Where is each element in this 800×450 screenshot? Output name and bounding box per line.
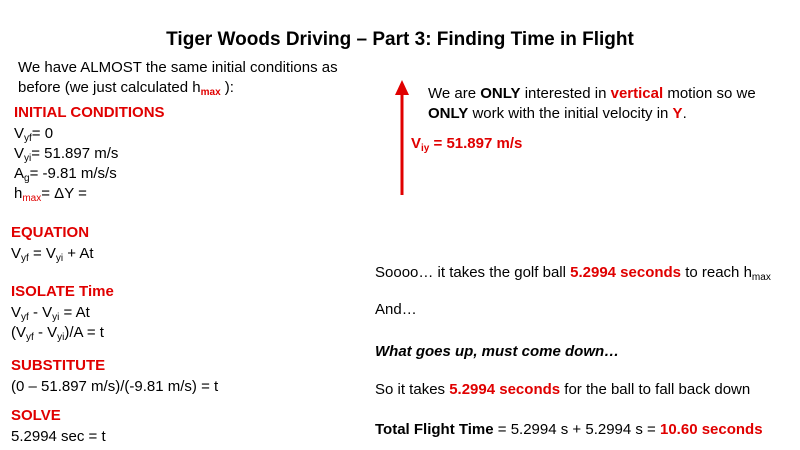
condition-ag: $A_g= -9.81$ m/s/s <box>14 165 117 184</box>
substitute-heading: SUBSTITUTE <box>11 357 106 374</box>
isolate-heading: ISOLATE Time <box>11 283 114 300</box>
slide-title: Tiger Woods Driving – Part 3: Finding Time in Flight <box>166 29 634 50</box>
condition-hmax: $h_{max}= \Delta Y$ = <box>14 185 87 204</box>
intro-line-2: before (we just calculated $h_{max}$ ): <box>18 79 234 98</box>
initial-conditions-heading: INITIAL CONDITIONS <box>14 104 165 121</box>
viy-label: $V_{iy} = 51.897$ m/s <box>411 135 523 154</box>
arrow-head <box>395 80 409 95</box>
solve-heading: SOLVE <box>11 407 61 424</box>
vertical-velocity-arrow <box>392 80 412 195</box>
conclusion-line-3: What goes up, must come down… <box>375 343 620 360</box>
vertical-note-line-2: ONLY work with the initial velocity in Y. <box>428 105 687 122</box>
conclusion-line-2: And… <box>375 301 417 318</box>
equation-line: $V_{yf} = V_{yi} + At$ <box>11 245 94 264</box>
condition-vyf: $V_{yf}= 0$ <box>14 125 54 144</box>
intro-line-1: We have ALMOST the same initial conditions as <box>18 59 338 76</box>
conclusion-line-5: Total Flight Time = 5.2994 s + 5.2994 s = 10.60 seconds <box>375 421 763 438</box>
condition-vyi: $V_{yi}= 51.897$ m/s <box>14 145 119 164</box>
solve-line: 5.2994 sec = t <box>11 428 106 445</box>
conclusion-line-1: Soooo… it takes the golf ball 5.2994 seconds to reach $h_{max}$ <box>375 264 771 283</box>
conclusion-line-4: So it takes 5.2994 seconds for the ball to fall back down <box>375 381 751 398</box>
vertical-note-line-1: We are ONLY interested in vertical motion so we <box>428 85 756 102</box>
isolate-line-2: $(V_{yf} - V_{yi})/A = t$ <box>11 324 104 343</box>
substitute-line: (0 – 51.897 m/s)/(-9.81 m/s) = t <box>11 378 219 395</box>
equation-heading: EQUATION <box>11 224 90 241</box>
isolate-line-1: $V_{yf} - V_{yi} = At$ <box>11 304 90 323</box>
